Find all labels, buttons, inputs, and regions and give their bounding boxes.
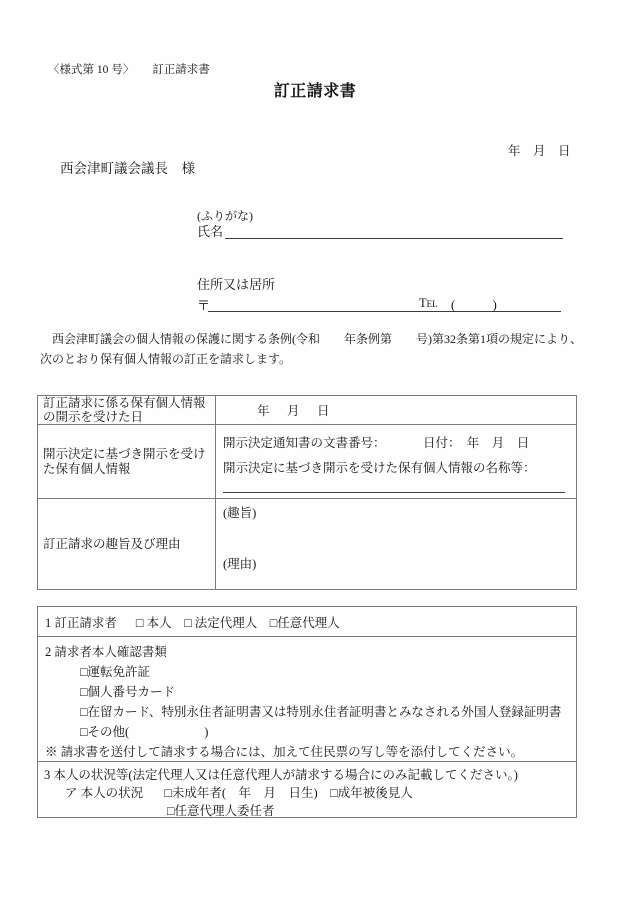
t1-row1-value-cell: [216, 396, 576, 424]
body-line-2: 次のとおり保有個人情報の訂正を請求します。: [40, 351, 292, 366]
status-line: [38, 784, 576, 802]
page-title: 訂正請求書: [273, 83, 357, 100]
checkbox-residence-card: □在留カード、特別永住者証明書又は特別永住者証明書とみなされる外国人登録証明書: [80, 705, 562, 719]
t1-row2-label-text: 開示決定に基づき開示を受けた保有個人情報: [43, 447, 206, 476]
form-number: 〈様式第 10 号〉: [48, 64, 135, 76]
checkbox-other: □その他( ): [80, 725, 209, 739]
id-documents-row: [38, 637, 576, 762]
purport-label: (趣旨): [223, 506, 257, 520]
principal-status-row: [38, 762, 576, 817]
name-underline: [225, 238, 563, 239]
tel-label: Tel: [419, 296, 438, 310]
id-docs-heading: 2 請求者本人確認書類: [45, 645, 167, 659]
doc-date-label: 日付： 年 月 日: [423, 436, 530, 450]
date-line: 年 月 日: [508, 144, 571, 158]
doc-number-line: [223, 433, 570, 449]
t1-row2-label: [38, 425, 216, 498]
checkbox-my-number-card: □個人番号カード: [80, 685, 176, 699]
t1-row1-label: [38, 396, 216, 424]
address-label: 住所又は居所: [197, 277, 276, 292]
form-number-line: [48, 61, 210, 77]
table-row: [38, 425, 576, 499]
status-heading: 3 本人の状況等(法定代理人又は任意代理人が請求する場合にのみ記載してください。): [44, 768, 518, 782]
reason-label: (理由): [223, 557, 257, 571]
name-label: 氏名: [197, 224, 224, 239]
table-row: [38, 396, 576, 425]
info-name-label: 開示決定に基づき開示を受けた保有個人情報の名称等：: [223, 461, 536, 475]
t1-row3-value-cell: [216, 499, 576, 589]
postal-tel-field: [197, 294, 563, 312]
requester-info-table: [37, 606, 577, 818]
requester-type-checkboxes: □ 本人 □ 法定代理人 □任意代理人: [135, 615, 340, 630]
postal-mark: 〒: [197, 298, 211, 313]
t1-row3-label: [38, 499, 216, 589]
checkbox-drivers-license: □運転免許証: [80, 665, 151, 679]
doc-number-label: 開示決定通知書の文書番号：: [223, 436, 386, 450]
furigana-label: (ふりがな): [197, 209, 253, 223]
requester-row: [38, 607, 576, 637]
body-paragraph: [40, 330, 582, 369]
name-field: [197, 222, 563, 240]
tel-parens: ( ): [451, 298, 497, 312]
disclosure-info-table: [37, 395, 577, 590]
t1-row2-value-cell: [216, 425, 576, 498]
postal-underline: [208, 311, 561, 312]
status-checkboxes: □未成年者( 年 月 日生) □成年被後見人: [164, 786, 413, 800]
requester-heading: 1 訂正請求者: [45, 615, 117, 630]
form-type-label: 訂正請求書: [152, 64, 210, 76]
body-line-1: 西会津町議会の個人情報の保護に関する条例(令和 年条例第 号)第32条第1項の規定により、: [40, 332, 582, 346]
t1-row3-label-text: 訂正請求の趣旨及び理由: [43, 536, 181, 551]
table-row: [38, 499, 576, 589]
mailing-note: ※ 請求書を送付して請求する場合には、加えて住民票の写し等を添付してください。: [45, 745, 524, 759]
t1-row1-label-text: 訂正請求に係る保有個人情報の開示を受けた日: [43, 395, 206, 424]
t1-row1-date: 年 月 日: [257, 404, 333, 418]
checkbox-voluntary-agent-delegator: □任意代理人委任者: [167, 804, 275, 818]
status-sub-label: ア 本人の状況: [65, 786, 144, 800]
info-name-underline: [223, 492, 565, 493]
addressee: 西会津町議会議長 様: [60, 161, 195, 176]
